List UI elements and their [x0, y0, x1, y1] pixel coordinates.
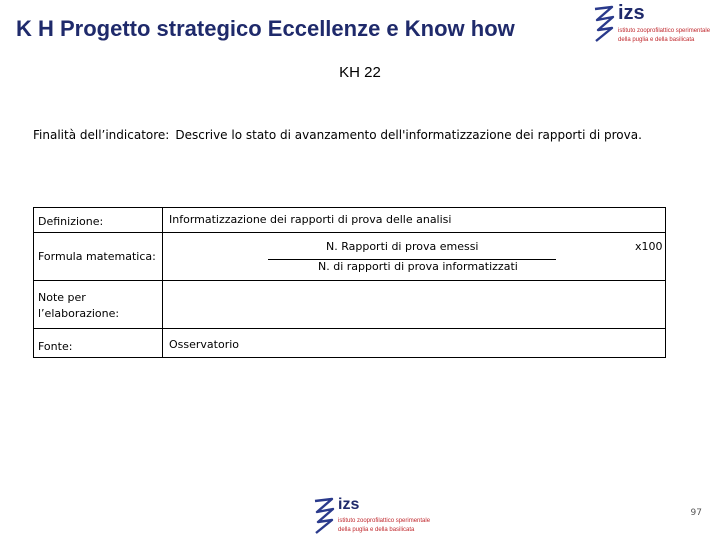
row-divider — [34, 328, 665, 329]
definition-label: Definizione: — [38, 215, 104, 228]
logo-line-2: della puglia e della basilicata — [338, 527, 415, 533]
formula-denominator: N. di rapporti di prova informatizzati — [318, 260, 518, 273]
source-value: Osservatorio — [169, 338, 240, 351]
page-title: K H Progetto strategico Eccellenze e Know how — [16, 16, 515, 41]
izs-mark-icon — [312, 496, 336, 536]
indicator-purpose — [33, 128, 642, 142]
column-divider — [162, 208, 163, 357]
logo-line-1: istituto zooprofilattico sperimentale — [618, 28, 711, 34]
logo-short-text: izs — [338, 496, 360, 513]
purpose-text: Descrive lo stato di avanzamento dell'informatizzazione dei rapporti di prova. — [175, 128, 642, 142]
indicator-definition-table — [33, 207, 666, 358]
izs-mark-icon — [592, 4, 616, 44]
row-divider — [34, 280, 665, 281]
notes-label-line-2: l’elaborazione: — [38, 307, 120, 320]
logo-short-text: izs — [618, 2, 645, 24]
formula-numerator: N. Rapporti di prova emessi — [326, 240, 479, 253]
purpose-label: Finalità dell’indicatore: — [33, 128, 170, 142]
notes-label-line-1: Note per — [38, 291, 86, 304]
page-number: 97 — [690, 508, 702, 518]
logo-line-1: istituto zooprofilattico sperimentale — [338, 518, 431, 524]
indicator-code: KH 22 — [339, 64, 381, 81]
formula-label: Formula matematica: — [38, 250, 156, 263]
source-label: Fonte: — [38, 340, 73, 353]
row-divider — [34, 232, 665, 233]
formula-multiplier: x100 — [635, 240, 663, 253]
definition-value: Informatizzazione dei rapporti di prova delle analisi — [169, 213, 452, 226]
logo-line-2: della puglia e della basilicata — [618, 37, 695, 43]
